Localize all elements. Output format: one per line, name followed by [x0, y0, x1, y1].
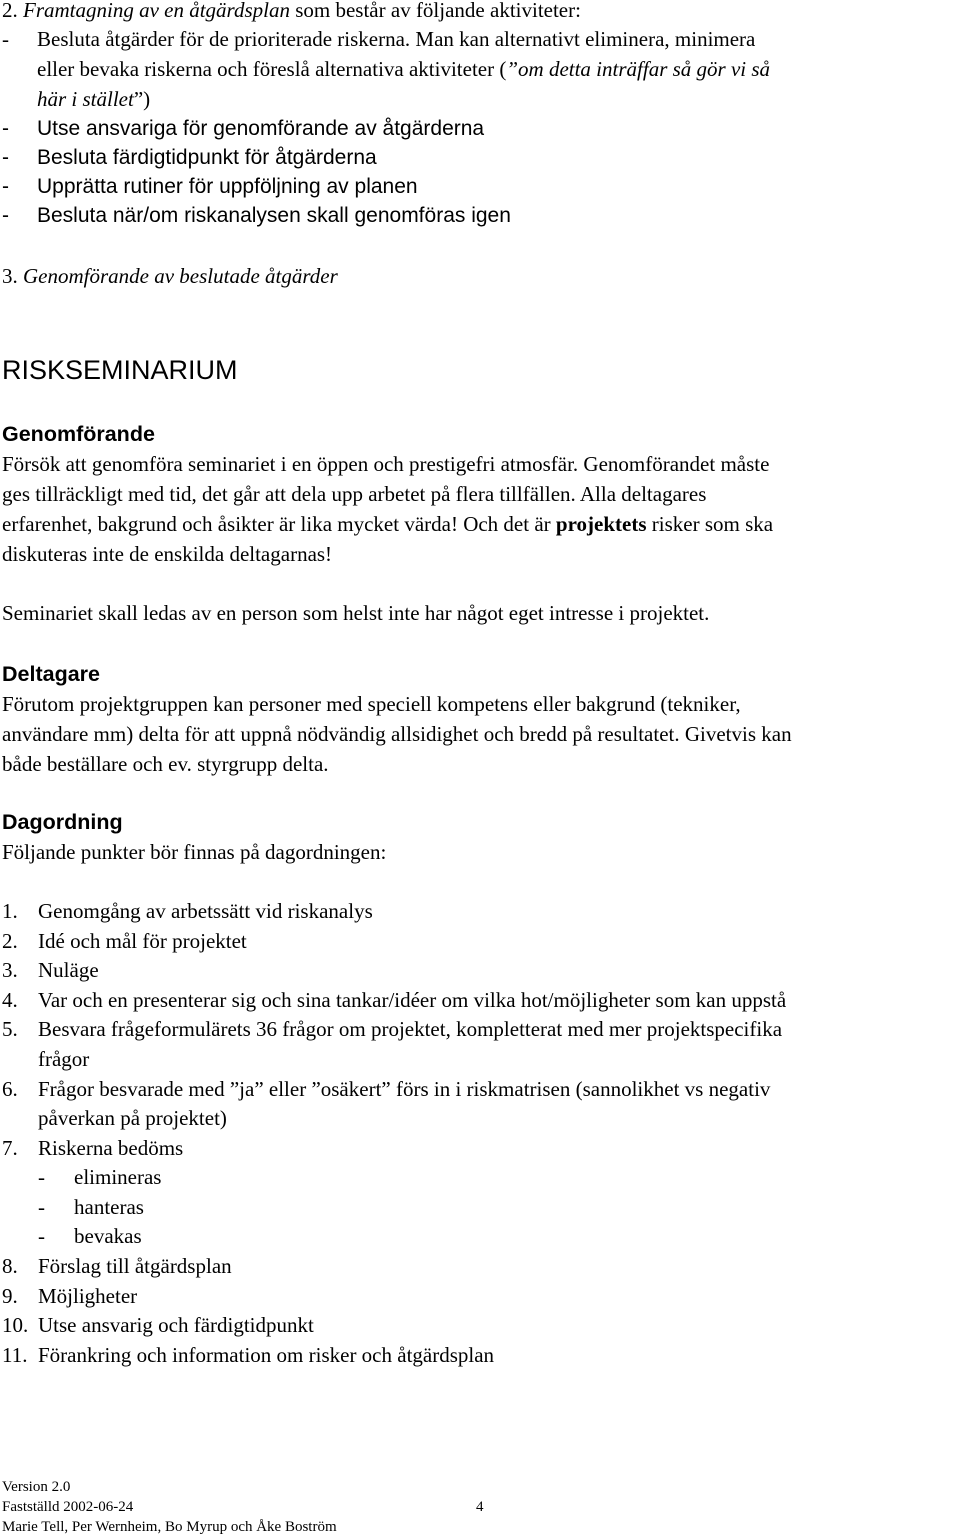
sub-list-item: - elimineras — [38, 1165, 162, 1189]
list-item: 11. Förankring och information om risker och åtgärdsplan — [2, 1343, 495, 1367]
genomforande-p1-line3: erfarenhet, bakgrund och åsikter är lika mycket värda! Och det är projektets risker som ska — [2, 512, 774, 536]
deltagare-line1: Förutom projektgruppen kan personer med speciell kompetens eller bakgrund (tekniker, — [2, 692, 741, 716]
section2-item-4: - Upprätta rutiner för uppföljning av planen — [2, 175, 418, 198]
section2-title: Framtagning av en åtgärdsplan — [23, 0, 290, 22]
deltagare-line3: både beställare och ev. styrgrupp delta. — [2, 752, 329, 776]
list-item: 3. Nuläge — [2, 958, 99, 982]
list-item-continuation: frågor — [38, 1047, 90, 1071]
genomforande-p2: Seminariet skall ledas av en person som helst inte har något eget intresse i projektet. — [2, 601, 710, 625]
section3-title: Genomförande av beslutade åtgärder — [23, 264, 338, 288]
genomforande-heading: Genomförande — [2, 422, 155, 446]
dagordning-heading: Dagordning — [2, 810, 123, 834]
section2-item-5: - Besluta när/om riskanalysen skall genomföras igen — [2, 204, 511, 227]
section3-heading: 3. Genomförande av beslutade åtgärder — [2, 264, 338, 288]
section2-item-1: - Besluta åtgärder för de prioriterade riskerna. Man kan alternativt eliminera, minimera — [2, 25, 755, 55]
list-item: 7. Riskerna bedöms — [2, 1136, 184, 1160]
list-item: 1. Genomgång av arbetssätt vid riskanalys — [2, 899, 373, 923]
section2-number: 2. — [2, 0, 18, 22]
sub-list-item: - hanteras — [38, 1195, 144, 1219]
section2-item-2: - Utse ansvariga för genomförande av åtgärderna — [2, 117, 485, 140]
section2-item-1-line2: eller bevaka riskerna och föreslå alternativa aktiviteter (”om detta inträffar så gör vi så — [37, 57, 771, 81]
list-item: 8. Förslag till åtgärdsplan — [2, 1254, 232, 1278]
genomforande-p1-line2: ges tillräckligt med tid, det går att dela upp arbetet på flera tillfällen. Alla deltagares — [2, 482, 707, 506]
list-item: 10. Utse ansvarig och färdigtidpunkt — [2, 1313, 314, 1337]
section2-item-1-line3: här i stället”) — [37, 87, 151, 111]
sub-list-item: - bevakas — [38, 1224, 142, 1248]
section2-heading — [2, 0, 581, 26]
footer-date: Fastställd 2002-06-24 — [2, 1499, 134, 1515]
section2-intro: som består av följande aktiviteter: — [289, 0, 581, 22]
footer-version: Version 2.0 — [2, 1479, 71, 1495]
deltagare-heading: Deltagare — [2, 662, 100, 686]
list-item: 4. Var och en presenterar sig och sina tankar/idéer om vilka hot/möjligheter som kan uppstå — [2, 988, 787, 1012]
list-item: 2. Idé och mål för projektet — [2, 929, 247, 953]
list-item: 6. Frågor besvarade med ”ja” eller ”osäkert” förs in i riskmatrisen (sannolikhet vs negativ — [2, 1077, 771, 1101]
genomforande-p1-line4: diskuteras inte de enskilda deltagarnas! — [2, 542, 333, 566]
list-item: 5. Besvara frågeformulärets 36 frågor om projektet, kompletterat med mer projektspecifika — [2, 1017, 783, 1041]
list-item: 9. Möjligheter — [2, 1284, 138, 1308]
page-title: RISKSEMINARIUM — [2, 355, 238, 385]
emphasis-projektets: projektets — [555, 512, 647, 536]
page-number: 4 — [476, 1499, 484, 1515]
list-item-continuation: påverkan på projektet) — [38, 1106, 227, 1130]
genomforande-p1-line1: Försök att genomföra seminariet i en öppen och prestigefri atmosfär. Genomförandet måste — [2, 452, 770, 476]
footer-authors: Marie Tell, Per Wernheim, Bo Myrup och Åke Boström — [2, 1519, 337, 1535]
section2-item-3: - Besluta färdigtidpunkt för åtgärderna — [2, 146, 377, 169]
deltagare-line2: användare mm) delta för att uppnå nödvändig allsidighet och bredd på resultatet. Givetvis kan — [2, 722, 792, 746]
list-dash: - — [2, 27, 9, 51]
dagordning-intro: Följande punkter bör finnas på dagordningen: — [2, 840, 387, 864]
